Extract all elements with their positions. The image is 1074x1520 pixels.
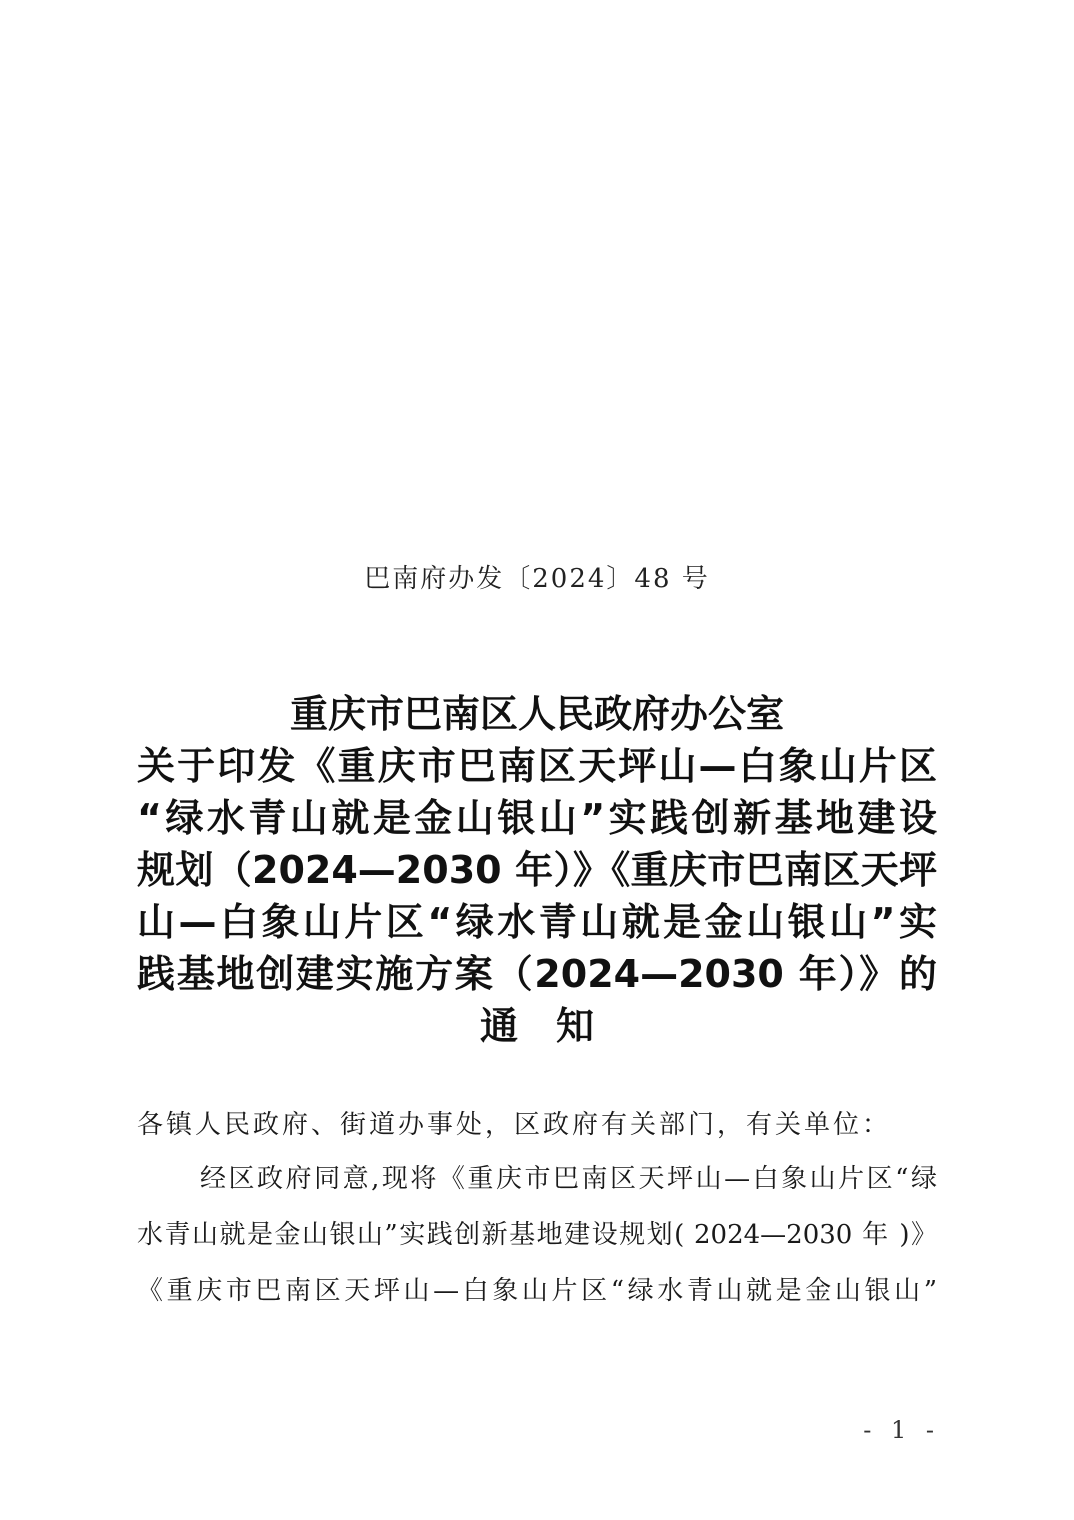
title-line-2: 关于印发《重庆市巴南区天坪山—白象山片区 [137,744,937,788]
body-line-2: 水青山就是金山银山”实践创新基地建设规划( 2024—2030 年 )》 [137,1220,937,1250]
salutation: 各镇人民政府、街道办事处，区政府有关部门，有关单位： [137,1110,892,1140]
title-line-5: 山—白象山片区“绿水青山就是金山银山”实 [137,900,937,944]
body-line-3: 《重庆市巴南区天坪山—白象山片区“绿水青山就是金山银山” [137,1276,937,1306]
title-line-7: 通 知 [479,1004,594,1048]
title-line-1: 重庆市巴南区人民政府办公室 [289,692,784,736]
document-number: 巴南府办发〔2024〕48 号 [364,564,710,594]
document-title [137,688,937,1052]
page-number: - 1 - [863,1416,940,1444]
title-line-6: 践基地创建实施方案（2024—2030 年）》的 [137,952,937,996]
body-line-1: 经区政府同意,现将《重庆市巴南区天坪山—白象山片区“绿 [200,1164,937,1194]
title-line-3: “绿水青山就是金山银山”实践创新基地建设 [137,796,937,840]
title-line-4: 规划（2024—2030 年）》《重庆市巴南区天坪 [137,848,937,892]
